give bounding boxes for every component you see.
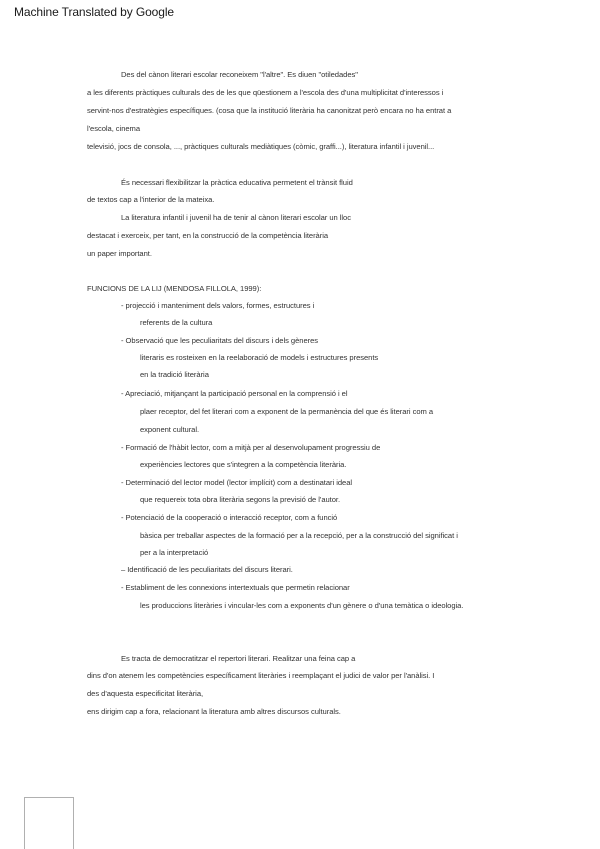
paragraph-line: Des del cànon literari escolar reconeixem "l'altre". Es diuen "otiledades" — [121, 70, 358, 79]
list-item-continuation: experiències lectores que s'integren a la competència literària. — [140, 460, 347, 469]
paragraph-line: des d'aquesta especificitat literària, — [87, 689, 204, 698]
paragraph-line: La literatura infantil i juvenil ha de tenir al cànon literari escolar un lloc — [121, 213, 351, 222]
paragraph-line: Es tracta de democratitzar el repertori literari. Realitzar una feina cap a — [121, 654, 356, 663]
paragraph-line: destacat i exerceix, per tant, en la construcció de la competència literària — [87, 231, 329, 240]
paragraph-line: un paper important. — [87, 249, 152, 258]
list-item-continuation: bàsica per treballar aspectes de la formació per a la recepció, per a la construcció del significat i — [140, 531, 458, 540]
list-item: - Establiment de les connexions intertextuals que permetin relacionar — [121, 583, 350, 592]
list-item: - projecció i manteniment dels valors, formes, estructures i — [121, 301, 315, 310]
list-item-continuation: per a la interpretació — [140, 548, 209, 557]
list-item: - Formació de l'hàbit lector, com a mitjà per al desenvolupament progressiu de — [121, 443, 381, 452]
paragraph-line: dins d'on atenem les competències específicament literàries i reemplaçant el judici de valor per l'anàlisi. I — [87, 671, 435, 680]
list-item-continuation: que requereix tota obra literària segons la previsió de l'autor. — [140, 495, 341, 504]
list-item: - Potenciació de la cooperació o interacció receptor, com a funció — [121, 513, 338, 522]
list-item-continuation: literaris es rosteixen en la reelaboració de models i estructures presents — [140, 353, 379, 362]
functions-heading: FUNCIONS DE LA LIJ (MENDOSA FILLOLA, 1999): — [87, 284, 262, 293]
paragraph-line: televisió, jocs de consola, ..., pràctiques culturals mediàtiques (còmic, graffi...), literatura infantil i juvenil... — [87, 142, 435, 151]
list-item: - Apreciació, mitjançant la participació personal en la comprensió i el — [121, 389, 348, 398]
list-item-continuation: plaer receptor, del fet literari com a exponent de la permanència del que és literari com a — [140, 407, 434, 416]
paragraph-line: servint-nos d'estratègies específiques. (cosa que la institució literària ha canonitzat però encara no ha entrat a — [87, 106, 452, 115]
machine-translated-header: Machine Translated by Google — [14, 5, 174, 19]
paragraph-line: a les diferents pràctiques culturals des de les que qüestionem a l'escola des d'una multiplicitat d'interessos i — [87, 88, 444, 97]
list-item-continuation: exponent cultural. — [140, 425, 200, 434]
paragraph-line: És necessari flexibilitzar la pràctica educativa permetent el trànsit fluid — [121, 178, 353, 187]
list-item-continuation: les produccions literàries i vincular-les com a exponents d'un gènere o d'una temàtica o ideologia. — [140, 601, 464, 610]
paragraph-line: ens dirigim cap a fora, relacionant la literatura amb altres discursos culturals. — [87, 707, 341, 716]
list-item: - Determinació del lector model (lector implícit) com a destinatari ideal — [121, 478, 353, 487]
list-item: – Identificació de les peculiaritats del discurs literari. — [121, 565, 293, 574]
list-item-continuation: en la tradició literària — [140, 370, 209, 379]
paragraph-line: l'escola, cinema — [87, 124, 140, 133]
paragraph-line: de textos cap a l'interior de la mateixa. — [87, 195, 215, 204]
page-footer-box — [24, 797, 74, 849]
list-item: - Observació que les peculiaritats del discurs i dels gèneres — [121, 336, 319, 345]
list-item-continuation: referents de la cultura — [140, 318, 213, 327]
